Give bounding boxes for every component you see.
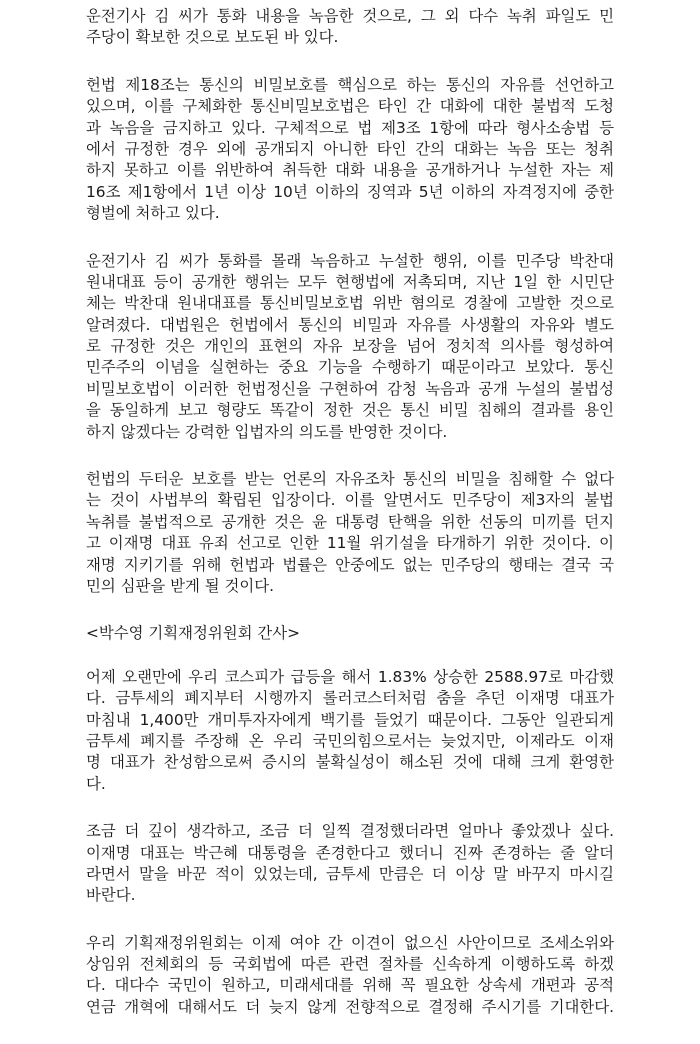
text-line: 민주주의 이념을 실현하는 중요 기능을 수행하기 때문이라고 보았다. 통신 [86,358,614,377]
text-line: 체는 박찬대 원내대표를 통신비밀보호법 위반 혐의로 경찰에 고발한 것으로 [86,294,614,313]
text-line: 헌법의 두터운 보호를 받는 언론의 자유조차 통신의 비밀을 침해할 수 없다 [86,470,614,489]
text-line: 헌법 제18조는 통신의 비밀보호를 핵심으로 하는 통신의 자유를 선언하고 [86,75,614,94]
document-page [86,6,614,1044]
text-line: 어제 오랜만에 우리 코스피가 급등을 해서 1.83% 상승한 2588.97로 마감했 [86,667,614,686]
text-line: 다. [86,774,106,793]
text-line: 민의 심판을 받게 될 것이다. [86,576,275,595]
paragraph-earlier-decision [86,821,614,907]
text-line: 에서 규정한 경우 외에 공개되지 아니한 타인 간의 대화는 녹음 또는 청취 [86,139,614,158]
text-line: 하지 않겠다는 강력한 입법자의 의도를 반영한 것이다. [86,422,448,441]
text-line: 라면서 말을 바꾼 적이 있었는데, 금투세 만큼은 더 이상 말 바꾸지 마시길 [86,864,614,883]
text-line: 이재명 대표는 박근혜 대통령을 존경한다고 했더니 진짜 존경하는 줄 알더 [86,843,614,862]
text-line: 을 동일하게 보고 형량도 똑같이 정한 것은 통신 비밀 침해의 결과를 용인 [86,401,614,420]
paragraph-judicial-position [86,469,614,597]
paragraph-kospi-rally [86,667,614,795]
text-line: 녹취를 불법적으로 공개한 것은 윤 대통령 탄핵을 위한 선동의 미끼를 던지 [86,512,614,531]
text-line: 조금 더 깊이 생각하고, 조금 더 일찍 결정했더라면 얼마나 좋았겠나 싶다. [86,822,614,841]
paragraph-recording-report [86,6,614,49]
text-line: 과 녹음을 금지하고 있다. 구체적으로 법 제3조 1항에 따라 형사소송법 등 [86,118,614,137]
speaker-heading: <박수영 기획재정위원회 간사> [86,624,300,643]
paragraph-constitution-article-18 [86,75,614,225]
text-line: 상임위 전체회의 등 국회법에 따른 관련 절차를 신속하게 이행하도록 하겠 [86,955,614,974]
paragraph-committee-plan [86,933,614,1019]
text-line: 알려졌다. 대법원은 헌법에서 통신의 비밀과 자유를 사생활의 자유와 별도 [86,315,614,334]
text-line: 형벌에 처하고 있다. [86,204,220,223]
text-line: 하지 못하고 이를 위반하여 취득한 대화 내용을 공개하거나 누설한 자는 제 [86,161,614,180]
text-line: 주당이 확보한 것으로 보도된 바 있다. [86,28,339,47]
paragraph-illegal-disclosure [86,251,614,444]
text-line: 로 규정한 것은 개인의 표현의 자유 보장을 넘어 정치적 의사를 형성하여 [86,337,614,356]
text-line: 운전기사 김 씨가 통화 내용을 녹음한 것으로, 그 외 다수 녹취 파일도 민 [86,7,614,25]
text-line: 명 대표가 찬성함으로써 증시의 불확실성이 해소된 것에 대해 크게 환영한 [86,753,614,772]
text-line: 연금 개혁에 대해서도 더 늦지 않게 전향적으로 결정해 주시기를 기대한다. [86,997,614,1016]
text-line: 다. 금투세의 폐지부터 시행까지 롤러코스터처럼 춤을 추던 이재명 대표가 [86,689,614,708]
text-line: 비밀보호법이 이러한 헌법정신을 구현하여 감청 녹음과 공개 누설의 불법성 [86,379,614,398]
text-line: 금투세 폐지를 주장해 온 우리 국민의힘으로서는 늦었지만, 이제라도 이재 [86,731,614,750]
text-line: 다. 대다수 국민이 원하고, 미래세대를 위해 꼭 필요한 상속세 개편과 공적 [86,976,614,995]
text-line: 원내대표 등이 공개한 행위는 모두 현행법에 저촉되며, 지난 1일 한 시민단 [86,272,614,291]
text-line: 고 이재명 대표 유죄 선고로 인한 11월 위기설을 타개하기 위한 것이다. 이 [86,534,614,553]
text-line: 우리 기획재정위원회는 이제 여야 간 이견이 없으신 사안이므로 조세소위와 [86,933,614,952]
text-line: 는 것이 사법부의 확립된 입장이다. 이를 알면서도 민주당이 제3자의 불법 [86,491,614,510]
text-line: 재명 지키기를 위해 헌법과 법률은 안중에도 없는 민주당의 행태는 결국 국 [86,555,614,574]
text-line: 16조 제1항에서 1년 이상 10년 이하의 징역과 5년 이하의 자격정지에 중한 [86,182,614,201]
text-line: 바란다. [86,886,136,905]
text-line: 마침내 1,400만 개미투자자에게 백기를 들었기 때문이다. 그동안 일관되게 [86,710,614,729]
text-line: 운전기사 김 씨가 통화를 몰래 녹음하고 누설한 행위, 이를 민주당 박찬대 [86,251,614,270]
text-line: 있으며, 이를 구체화한 통신비밀보호법은 타인 간 대화에 대한 불법적 도청 [86,97,614,116]
